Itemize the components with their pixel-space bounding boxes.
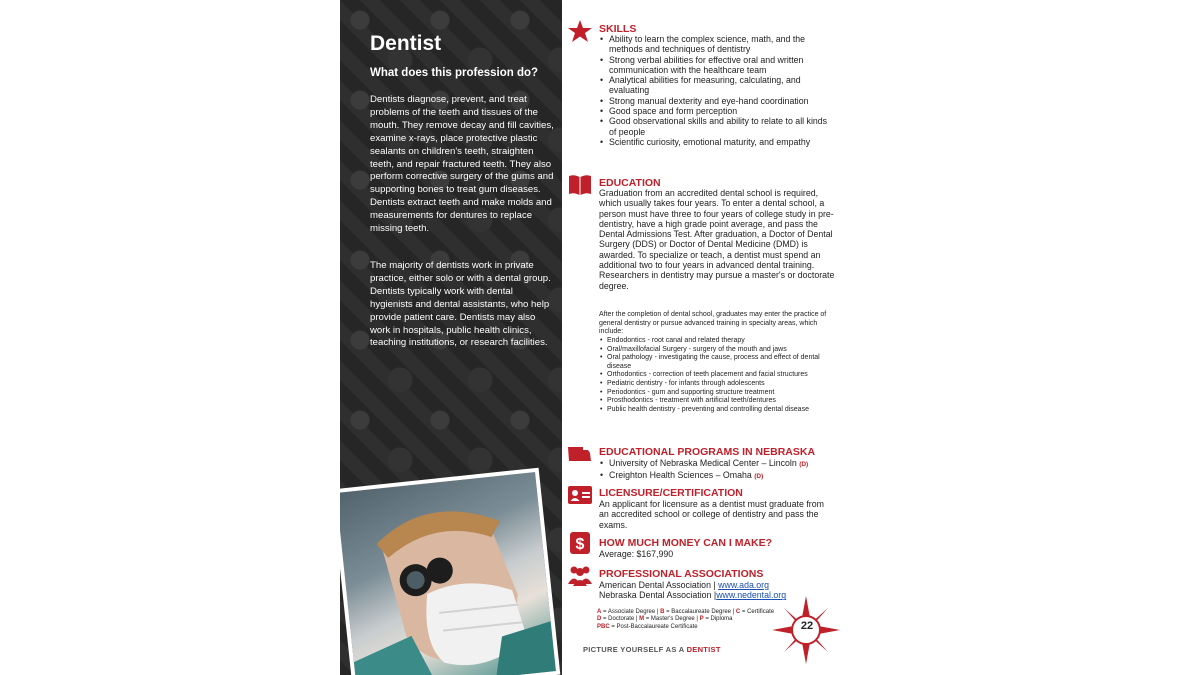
page-number: 22 (800, 620, 814, 632)
list-item: • Public health dentistry - preventing and controlling dental disease (599, 406, 835, 415)
money-title: HOW MUCH MONEY CAN I MAKE? (599, 537, 773, 549)
licensure-text: An applicant for licensure as a dentist must graduate from an accredited school or college of dentistry and pass the exams. (599, 499, 824, 530)
degree-code: (D) (799, 461, 809, 468)
dollar-icon (568, 532, 592, 554)
average-salary: Average: $167,990 (599, 549, 674, 559)
nebraska-map-icon (568, 443, 592, 465)
list-item: • Analytical abilities for measuring, calculating, and evaluating (599, 75, 835, 96)
details-column (566, 0, 862, 675)
book-icon (568, 174, 592, 196)
skills-list (599, 34, 835, 147)
list-item: • Oral/maxillofacial Surgery - surgery of the mouth and jaws (599, 346, 835, 355)
programs-title: EDUCATIONAL PROGRAMS IN NEBRASKA (599, 446, 816, 458)
list-item: • Strong manual dexterity and eye-hand coordination (599, 96, 835, 106)
associations-title: PROFESSIONAL ASSOCIATIONS (599, 568, 764, 580)
education-title: EDUCATION (599, 177, 661, 189)
ada-link[interactable]: www.ada.org (718, 580, 770, 590)
list-item: • Pediatric dentistry - for infants through adolescents (599, 380, 835, 389)
list-item: • Strong verbal abilities for effective oral and written communication with the healthcare team (599, 55, 835, 76)
list-item (599, 470, 835, 482)
list-item: • Ability to learn the complex science, math, and the methods and techniques of dentistry (599, 34, 835, 55)
profession-panel (340, 0, 562, 675)
svg-text:$: $ (575, 536, 585, 553)
list-item: • Endodontics - root canal and related therapy (599, 337, 835, 346)
list-item: • Good observational skills and ability to relate to all kinds of people (599, 116, 835, 137)
education-paragraph: Graduation from an accredited dental school is required, which usually takes four years. To enter a dental school, a person must have three to four years of college study in pre-dentistry, have a high grade point average, and pass the Dental Admissions Test. After graduation, a Doctor of Dental Surgery (DDS) or Doctor of Dental Medicine (DMD) is awarded. To specialize or teach, a dentist must spend an additional two to four years in advanced dental training. Researchers in dentistry may pursue a master's or doctorate degree. (599, 188, 835, 291)
id-card-icon (568, 484, 592, 506)
legend-line: PBC = Post-Baccalaureate Certificate (597, 623, 698, 630)
page-footer: PICTURE YOURSELF AS A DENTIST (583, 645, 721, 654)
people-icon (568, 564, 592, 586)
specialty-list (599, 337, 835, 414)
skills-title: SKILLS (599, 23, 637, 35)
program-name: Creighton Health Sciences – Omaha (609, 470, 752, 481)
list-item: • Good space and form perception (599, 106, 835, 116)
degree-code: (D) (754, 473, 764, 481)
list-item: • Orthodontics - correction of teeth placement and facial structures (599, 371, 835, 380)
dentist-photo (340, 468, 560, 675)
list-item (599, 458, 835, 470)
brochure-page (340, 0, 862, 675)
panel-subtitle: What does this profession do? (370, 67, 539, 79)
association-name: American Dental Association | (599, 580, 719, 590)
licensure-title: LICENSURE/CERTIFICATION (599, 487, 743, 499)
list-item: • Periodontics - gum and supporting structure treatment (599, 389, 835, 398)
program-name: University of Nebraska Medical Center – Lincoln (609, 458, 797, 468)
association-name: Nebraska Dental Association | (599, 590, 717, 601)
description-paragraph: Dentists diagnose, prevent, and treat problems of the teeth and tissues of the mouth. They remove decay and fill cavities, examine x-rays, place protective plastic sealants on children's teeth, straighten teeth, and repair fractured teeth. They also perform corrective surgery of the gums and supporting bones to treat gum diseases. Dentists extract teeth and make molds and measurements for dentures to replace missing teeth. (370, 94, 554, 235)
list-item: • Scientific curiosity, emotional maturity, and empathy (599, 137, 835, 147)
workplace-paragraph: The majority of dentists work in private practice, either solo or with a dental group. Dentists typically work with dental hygienists and dental assistants, who help provide patient care. Dentists may also work in hospitals, public health clinics, teaching institutions, or research facilities. (370, 260, 551, 349)
list-item: • Oral pathology - investigating the cause, process and effect of dental disease (599, 354, 835, 371)
association-item (599, 580, 835, 590)
specialty-intro: After the completion of dental school, graduates may enter the practice of general dentistry or pursue advanced training in specialty areas, which include: (599, 311, 827, 336)
star-icon (568, 20, 592, 42)
degree-legend (597, 609, 797, 631)
page-title: Dentist (370, 32, 442, 55)
list-item: • Prosthodontics - treatment with artificial teeth/dentures (599, 397, 835, 406)
legend-line: A = Associate Degree | B = Baccalaureate Degree | C = Certificate (597, 609, 775, 615)
legend-line: D = Doctorate | M = Master's Degree | P = Diploma (597, 616, 733, 623)
nedental-link[interactable]: www.nedental.org (716, 590, 787, 601)
programs-list (599, 458, 835, 483)
